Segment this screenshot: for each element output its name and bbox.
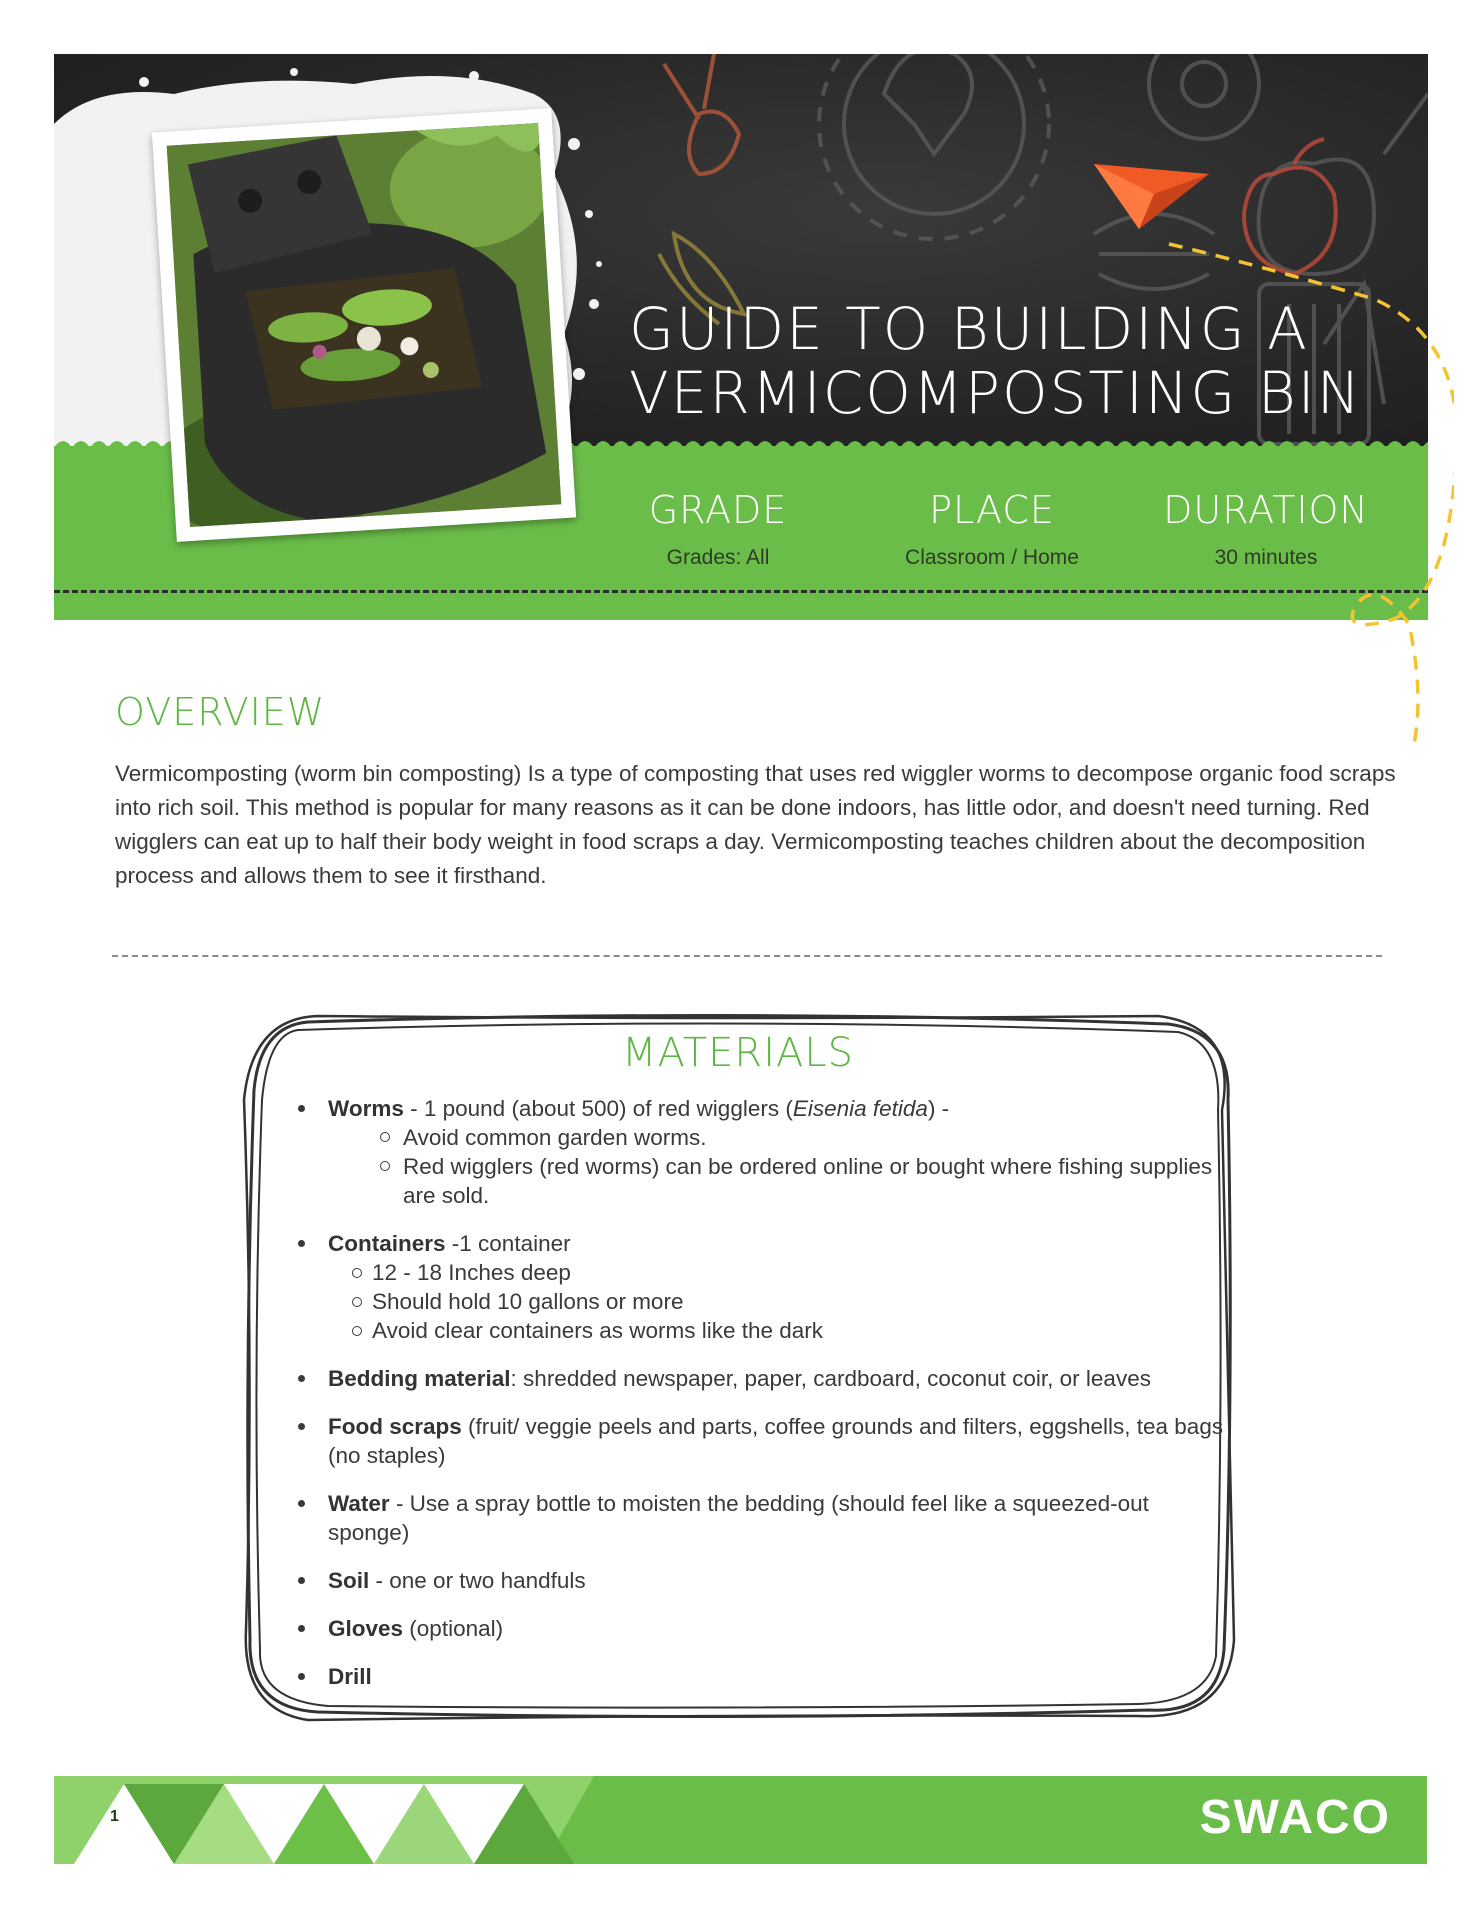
bullet: [298, 1500, 305, 1507]
item-text: (optional): [403, 1616, 504, 1641]
list-item-gloves: [298, 1614, 1228, 1643]
item-label: Water: [328, 1491, 390, 1516]
title-line-1: GUIDE TO BUILDING A: [629, 295, 1309, 363]
place-value: Classroom / Home: [905, 546, 1079, 569]
item-label: Containers: [328, 1231, 446, 1256]
item-text: - one or two handfuls: [369, 1568, 586, 1593]
duration-value: 30 minutes: [1214, 546, 1318, 569]
sub-item-text: Avoid clear containers as worms like the dark: [372, 1318, 824, 1343]
duration-label: DURATION: [1163, 488, 1369, 532]
item-label: Drill: [328, 1664, 372, 1689]
page-number: 1: [110, 1808, 119, 1825]
list-item-worms: [298, 1094, 1228, 1210]
sub-bullet: [352, 1297, 362, 1307]
sub-item: [328, 1316, 1228, 1345]
bullet: [298, 1673, 305, 1680]
item-text: -1 container: [445, 1231, 571, 1256]
sub-item-text: 12 - 18 Inches deep: [372, 1260, 571, 1285]
bullet: [298, 1105, 305, 1112]
item-label: Bedding material: [328, 1366, 511, 1391]
sub-item: [328, 1258, 1228, 1287]
grade-value: Grades: All: [666, 546, 770, 569]
item-label: Worms: [328, 1096, 404, 1121]
list-item-food-scraps: [298, 1412, 1228, 1470]
overview-heading: OVERVIEW: [115, 690, 326, 734]
materials-list: [298, 1094, 1228, 1710]
bullet: [298, 1423, 305, 1430]
list-item-soil: [298, 1566, 1228, 1595]
species-name: Eisenia fetida: [792, 1096, 928, 1121]
sub-item-text: Avoid common garden worms.: [403, 1125, 707, 1150]
sub-bullet: [380, 1132, 390, 1142]
sub-item: [328, 1152, 1228, 1210]
sub-item-text: Red wigglers (red worms) can be ordered online or bought where fishing supplies are sold.: [403, 1154, 1213, 1208]
sub-bullet: [352, 1268, 362, 1278]
list-item-water: [298, 1489, 1228, 1547]
place-label: PLACE: [929, 488, 1055, 532]
item-text: - 1 pound (about 500) of red wigglers (: [403, 1096, 793, 1121]
bullet: [298, 1240, 305, 1247]
paper-plane-decoration: [54, 54, 1454, 774]
materials-heading: MATERIALS: [621, 1030, 855, 1076]
sub-item-text: Should hold 10 gallons or more: [372, 1289, 684, 1314]
item-text-end: ) -: [927, 1096, 950, 1121]
item-text: (fruit/ veggie peels and parts, coffee grounds and filters, eggshells, tea bags (no staples): [328, 1414, 1224, 1468]
footer-bar: [54, 1776, 1427, 1864]
bullet: [298, 1625, 305, 1632]
bullet: [298, 1375, 305, 1382]
bullet: [298, 1577, 305, 1584]
item-label: Gloves: [328, 1616, 404, 1641]
list-item-bedding: [298, 1364, 1228, 1393]
swaco-logo: SWACO: [1199, 1791, 1391, 1844]
title-line-2: VERMICOMPOSTING BIN: [629, 359, 1363, 427]
item-text: - Use a spray bottle to moisten the bedding (should feel like a squeezed-out sponge): [328, 1491, 1149, 1545]
item-text: : shredded newspaper, paper, cardboard, coconut coir, or leaves: [510, 1366, 1151, 1391]
item-label: Soil: [328, 1568, 370, 1593]
overview-text: Vermicomposting (worm bin composting) Is a type of composting that uses red wiggler worms to decompose organic food scraps into rich soil. This method is popular for many reasons as it can be done indoors, has little odor, and doesn't need turning. Red wigglers can eat up to half their body weight in food scraps a day. Vermicomposting teaches children about the decomposition process and allows them to see it firsthand.: [115, 761, 1396, 888]
grade-label: GRADE: [648, 488, 788, 532]
section-separator: [112, 955, 1382, 957]
sub-item: [328, 1287, 1228, 1316]
list-item-drill: [298, 1662, 1228, 1691]
item-label: Food scraps: [328, 1414, 462, 1439]
list-item-containers: [298, 1229, 1228, 1345]
header-banner: [54, 54, 1428, 620]
materials-box: [238, 1010, 1238, 1725]
sub-item: [328, 1123, 1228, 1152]
paper-plane-icon: [1094, 164, 1209, 229]
sub-bullet: [380, 1161, 390, 1171]
sub-bullet: [352, 1326, 362, 1336]
